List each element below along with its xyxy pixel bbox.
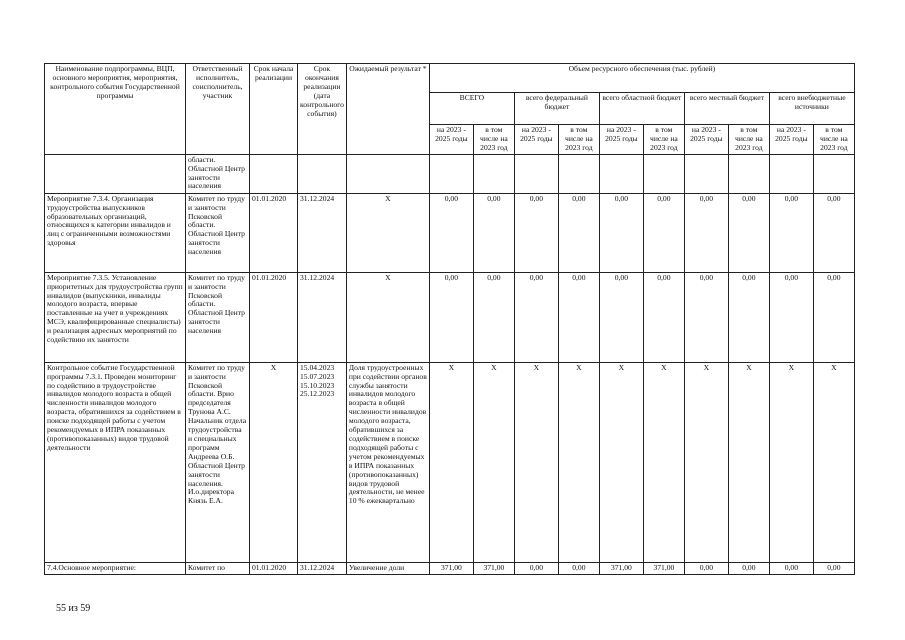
row-value: 0,00 [728,193,769,272]
row-end [298,154,347,193]
row-end: 31.12.2024 [298,562,347,574]
row-value [684,154,728,193]
header-sub: в том числе на 2023 год [728,125,769,155]
row-value: X [473,362,514,562]
row-value: 371,00 [599,562,643,574]
row-value: 0,00 [813,272,854,362]
row-value: X [558,362,599,562]
row-value: 0,00 [728,272,769,362]
row-value: 0,00 [558,193,599,272]
row-value: X [429,362,473,562]
row-value [429,154,473,193]
header-group-local: всего местный бюджет [684,93,769,125]
row-value: 0,00 [473,272,514,362]
row-start [250,154,298,193]
row-value: 0,00 [643,193,684,272]
row-value: 0,00 [514,562,558,574]
row-value: 371,00 [473,562,514,574]
row-value: 0,00 [813,193,854,272]
row-name: Контрольное событие Государственной программы 7.3.1. Проведен мониторинг по содействию в трудоустройстве инвалидов молодого возраста в общей численности инвалидов молодого возраста, обратившихся за содействием в поиске подходящей работы с учетом рекомендуемых в ИПРА показанных (противопоказанных) видов трудовой деятельности [45,362,186,562]
row-value: X [599,362,643,562]
row-result: Доля трудоустроенных при содействии органов службы занятости инвалидов молодого возраста в общей численности инвалидов молодого возраста, обратившихся за содействием в поиске подходящей работы с учетом рекомендуемых в ИПРА показанных (противопоказанных) видов трудовой деятельности, не менее 10 % ежеквартально [346,362,429,562]
resource-table [44,63,855,575]
header-group-regional: всего областной бюджет [599,93,684,125]
header-name: Наименование подпрограммы, ВЦП, основного мероприятия, мероприятия, контрольного события Государственной программы [45,64,186,155]
row-value [813,154,854,193]
row-start: 01.01.2020 [250,562,298,574]
header-sub: в том числе на 2023 год [473,125,514,155]
header-group-federal: всего федеральный бюджет [514,93,599,125]
row-value: 0,00 [684,272,728,362]
row-value: 0,00 [514,272,558,362]
row-value [769,154,813,193]
header-responsible: Ответственный исполнитель, соисполнитель, участник [186,64,250,155]
header-sub: на 2023 - 2025 годы [429,125,473,155]
table-row [45,193,855,272]
row-value: 0,00 [684,193,728,272]
table-row [45,362,855,562]
row-value: 0,00 [473,193,514,272]
row-value: 0,00 [514,193,558,272]
row-value: 0,00 [599,272,643,362]
row-responsible: Комитет по труду и занятости Псковской области. Областной Центр занятости населения [186,272,250,362]
row-value: 0,00 [728,562,769,574]
row-result [346,154,429,193]
table-row [45,562,855,574]
row-responsible: Комитет по труду и занятости Псковской области. Областной Центр занятости населения [186,193,250,272]
table-row [45,154,855,193]
header-resources: Объем ресурсного обеспечения (тыс. рублей) [429,64,854,93]
header-sub: на 2023 - 2025 годы [684,125,728,155]
row-value: 0,00 [558,562,599,574]
header-group-total: ВСЕГО [429,93,514,125]
row-value: 0,00 [429,193,473,272]
row-value: 0,00 [599,193,643,272]
row-value [473,154,514,193]
row-end: 31.12.2024 [298,272,347,362]
row-value: X [514,362,558,562]
row-value [728,154,769,193]
row-start: X [250,362,298,562]
row-value: 0,00 [684,562,728,574]
header-sub: на 2023 - 2025 годы [769,125,813,155]
row-end: 15.04.2023 15.07.2023 15.10.2023 25.12.2023 [298,362,347,562]
row-name: 7.4.Основное мероприятие: [45,562,186,574]
row-value: 0,00 [813,562,854,574]
row-end: 31.12.2024 [298,193,347,272]
header-sub: на 2023 - 2025 годы [514,125,558,155]
row-value: 0,00 [558,272,599,362]
row-value: 0,00 [429,272,473,362]
row-value [514,154,558,193]
table-row [45,272,855,362]
header-end: Срок окончания реализации (дата контрольного события) [298,64,347,155]
row-start: 01.01.2020 [250,193,298,272]
row-result: X [346,272,429,362]
row-start: 01.01.2020 [250,272,298,362]
row-responsible: области. Областной Центр занятости населения [186,154,250,193]
row-value [599,154,643,193]
header-sub: в том числе на 2023 год [643,125,684,155]
row-value: 0,00 [769,562,813,574]
header-sub: в том числе на 2023 год [558,125,599,155]
row-responsible: Комитет по труду и занятости Псковской области. Врио председателя Трунова А.С. Начальник отдела трудоустройства и специальных программ Андреева О.Б. Областной Центр занятости населения. И.о.директора Князь Е.А. [186,362,250,562]
row-value: 371,00 [643,562,684,574]
header-group-extrabudget: всего внебюджетные источники [769,93,854,125]
row-value: X [769,362,813,562]
row-value [643,154,684,193]
row-value [558,154,599,193]
header-sub: в том числе на 2023 год [813,125,854,155]
row-value: X [684,362,728,562]
row-value: 0,00 [769,193,813,272]
row-value: 0,00 [769,272,813,362]
row-value: X [813,362,854,562]
row-name [45,154,186,193]
row-value: 371,00 [429,562,473,574]
row-name: Мероприятие 7.3.4. Организация трудоустройства выпускников образовательных организаций, относящихся к категории инвалидов и лиц с ограниченными возможностями здоровья [45,193,186,272]
page-number: 55 из 59 [56,603,91,614]
row-value: X [643,362,684,562]
row-result: X [346,193,429,272]
row-name: Мероприятие 7.3.5. Установление приоритетных для трудоустройства групп инвалидов (выпускники, инвалиды молодого возраста, впервые поставленные на учет в учреждениях МСЭ, квалифицированные специалисты) и реализация адресных мероприятий по содействию их занятости [45,272,186,362]
row-responsible: Комитет по [186,562,250,574]
header-result: Ожидаемый результат * [346,64,429,155]
row-value: 0,00 [643,272,684,362]
row-value: X [728,362,769,562]
row-result: Увеличение доли [346,562,429,574]
header-start: Срок начала реализации [250,64,298,155]
header-sub: на 2023 - 2025 годы [599,125,643,155]
